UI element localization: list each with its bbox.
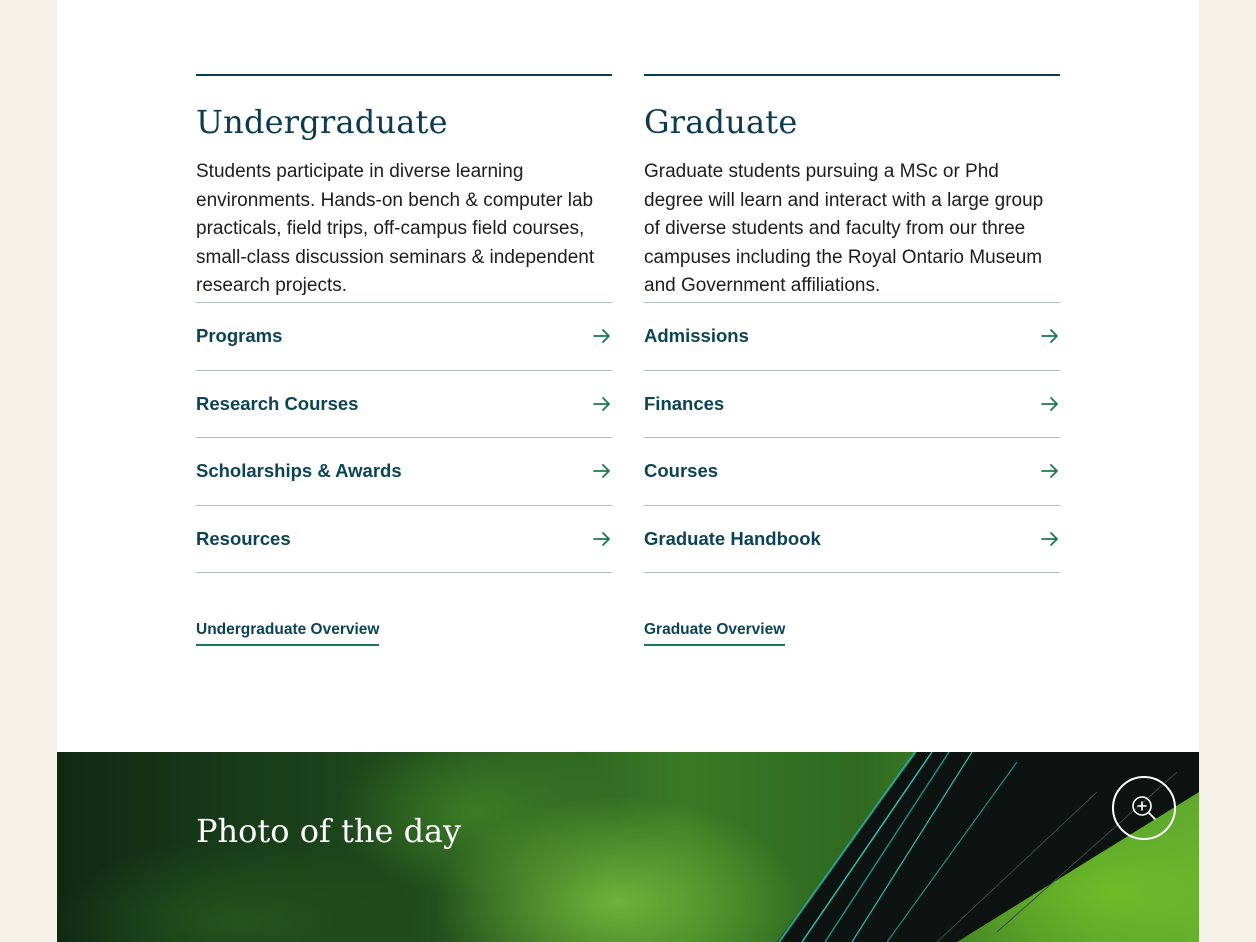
link-label: Resources xyxy=(196,527,291,549)
link-label: Scholarships & Awards xyxy=(196,460,402,482)
undergraduate-overview-link[interactable]: Undergraduate Overview xyxy=(196,621,379,646)
arrow-right-icon xyxy=(593,462,611,480)
arrow-right-icon xyxy=(1041,462,1059,480)
arrow-right-icon xyxy=(593,530,611,548)
photo-of-the-day-title: Photo of the day xyxy=(196,812,462,850)
link-scholarships-awards[interactable] xyxy=(196,438,612,506)
link-label: Admissions xyxy=(644,325,749,347)
graduate-overview-link[interactable]: Graduate Overview xyxy=(644,621,785,646)
link-label: Research Courses xyxy=(196,392,359,414)
link-label: Graduate Handbook xyxy=(644,527,821,549)
link-label: Programs xyxy=(196,325,283,347)
program-columns xyxy=(196,74,1060,646)
arrow-right-icon xyxy=(1041,530,1059,548)
undergraduate-description: Students participate in diverse learning environments. Hands-on bench & computer lab practicals, field trips, off-campus field courses, small-class discussion seminars & independent research projects. xyxy=(196,161,595,296)
link-programs[interactable] xyxy=(196,303,612,371)
arrow-right-icon xyxy=(593,395,611,413)
link-admissions[interactable] xyxy=(644,303,1060,371)
link-graduate-handbook[interactable] xyxy=(644,506,1060,574)
arrow-right-icon xyxy=(593,327,611,345)
undergraduate-heading: Undergraduate xyxy=(196,103,448,141)
link-label: Finances xyxy=(644,392,725,414)
link-finances[interactable] xyxy=(644,371,1060,439)
zoom-button[interactable] xyxy=(1112,776,1176,840)
link-courses[interactable] xyxy=(644,438,1060,506)
zoom-in-icon xyxy=(1128,792,1160,824)
undergraduate-section xyxy=(196,74,612,646)
graduate-heading: Graduate xyxy=(644,103,798,141)
arrow-right-icon xyxy=(1041,395,1059,413)
page-content xyxy=(57,0,1199,942)
link-label: Courses xyxy=(644,460,719,482)
graduate-links xyxy=(644,302,1060,573)
undergraduate-links xyxy=(196,302,612,573)
photo-of-the-day xyxy=(57,752,1199,942)
link-research-courses[interactable] xyxy=(196,371,612,439)
graduate-description: Graduate students pursuing a MSc or Phd degree will learn and interact with a large group of diverse students and faculty from our three campuses including the Royal Ontario Museum and Government affiliations. xyxy=(644,161,1044,296)
link-resources[interactable] xyxy=(196,506,612,574)
arrow-right-icon xyxy=(1041,327,1059,345)
graduate-section xyxy=(644,74,1060,646)
